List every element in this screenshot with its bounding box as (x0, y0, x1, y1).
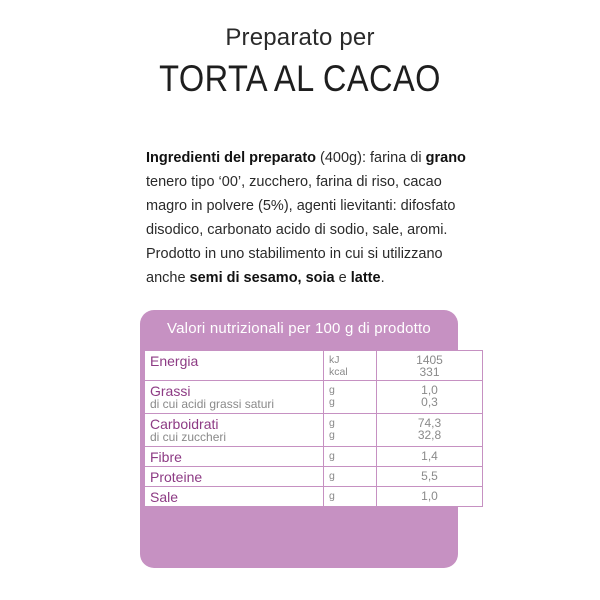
ingredients-line: Prodotto in uno stabilimento in cui si utilizzano (146, 246, 443, 262)
nutrient-value (377, 467, 483, 487)
nutrition-table (144, 350, 483, 507)
unit-label: g (329, 384, 335, 396)
nutrient-name (145, 414, 324, 447)
value-label: 32,8 (417, 428, 442, 442)
nutrition-header: Valori nutrizionali per 100 g di prodotto (167, 320, 431, 337)
ingredients-heading: Ingredienti del preparato (146, 150, 316, 166)
value-label: 1,0 (421, 489, 438, 503)
table-row-sale (145, 487, 483, 507)
value-label: 1405 (416, 353, 443, 367)
value-label: 1,0 (421, 383, 438, 397)
ingredients-text: e (334, 270, 351, 286)
nutrient-label: Proteine (150, 469, 203, 485)
nutrient-value (377, 351, 483, 381)
ingredients-line: magro in polvere (5%), agenti lievitanti: difosfato (146, 198, 456, 214)
unit-label: g (329, 429, 335, 441)
unit-label: g (329, 417, 335, 429)
nutrient-label: Carboidrati (150, 416, 219, 432)
product-subtitle: Preparato per (225, 24, 375, 51)
value-label: 0,3 (421, 395, 438, 409)
nutrient-label: Energia (150, 353, 199, 369)
table-row-grassi (145, 381, 483, 414)
ingredients-line (146, 266, 466, 290)
nutrient-value (377, 447, 483, 467)
nutrient-sublabel: di cui acidi grassi saturi (150, 397, 275, 411)
table-row-proteine (145, 467, 483, 487)
table-row-fibre (145, 447, 483, 467)
nutrient-unit (324, 381, 377, 414)
ingredients-block (146, 146, 466, 290)
ingredients-text: . (380, 270, 385, 286)
allergen-sesamo-soia: semi di sesamo, soia (189, 270, 335, 286)
nutrient-label: Fibre (150, 449, 182, 465)
table-row-energia (145, 351, 483, 381)
ingredients-text: (400g): farina di (316, 150, 426, 166)
ingredients-line: disodico, carbonato acido di sodio, sale, aromi. (146, 222, 448, 238)
nutrient-value (377, 487, 483, 507)
nutrient-sublabel: di cui zuccheri (150, 430, 227, 444)
nutrient-name (145, 351, 324, 381)
nutrient-unit (324, 487, 377, 507)
ingredients-line (146, 146, 466, 170)
value-label: 1,4 (421, 449, 438, 463)
allergen-latte: latte (350, 270, 381, 286)
unit-label: kcal (329, 366, 348, 378)
nutrient-name (145, 467, 324, 487)
nutrient-unit (324, 351, 377, 381)
product-title: TORTA AL CACAO (159, 58, 441, 99)
nutrient-name (145, 447, 324, 467)
unit-label: g (329, 396, 335, 408)
unit-label: g (329, 470, 335, 482)
nutrient-unit (324, 467, 377, 487)
nutrient-value (377, 381, 483, 414)
nutrient-label: Sale (150, 489, 179, 505)
value-label: 5,5 (421, 469, 438, 483)
unit-label: g (329, 490, 335, 502)
allergen-grano: grano (425, 150, 466, 166)
value-label: 331 (419, 365, 440, 379)
nutrient-unit (324, 447, 377, 467)
unit-label: g (329, 450, 335, 462)
ingredients-text: anche (146, 270, 190, 286)
value-label: 74,3 (417, 416, 442, 430)
nutrient-name (145, 381, 324, 414)
unit-label: kJ (329, 354, 340, 366)
nutrient-unit (324, 414, 377, 447)
nutrient-name (145, 487, 324, 507)
nutrient-label: Grassi (150, 383, 191, 399)
nutrient-value (377, 414, 483, 447)
table-row-carboidrati (145, 414, 483, 447)
ingredients-line: tenero tipo ‘00’, zucchero, farina di riso, cacao (146, 174, 442, 190)
